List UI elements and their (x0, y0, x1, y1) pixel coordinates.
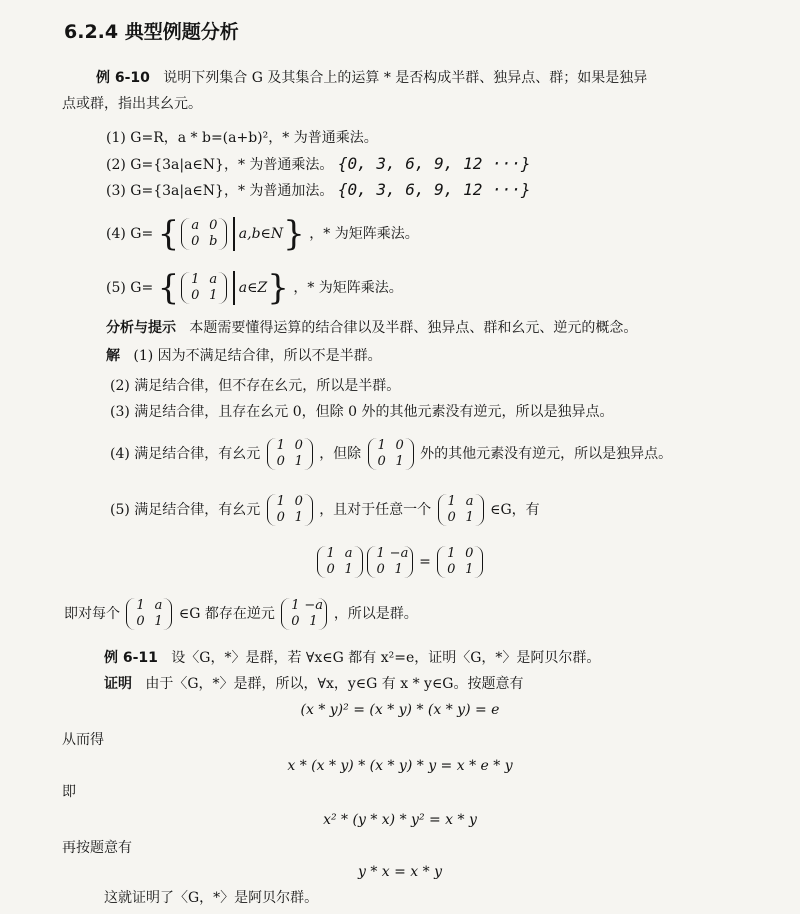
analysis-label: 分析与提示 (106, 320, 176, 336)
ex610-prompt-2: 点或群，指出其幺元。 (62, 96, 202, 112)
equation-2: x * (x * y) * (x * y) * y = x * e * y (287, 758, 513, 774)
solution-1 (106, 346, 382, 366)
ex610-item3-text: (3) G={3a|a∈N}，* 为普通加法。 (106, 183, 334, 199)
equation-4: y * x = x * y (357, 864, 443, 880)
ex610-item2 (106, 154, 531, 175)
identity-matrix: 1 0 0 1 (437, 546, 483, 578)
solution-4-b: ，但除 (319, 446, 362, 462)
set-builder-5 (158, 268, 289, 308)
inverse-equation (0, 540, 800, 584)
close-brace: } (267, 268, 289, 308)
set-builder-4 (158, 214, 305, 254)
ex610-item5 (106, 268, 403, 308)
ex610-prompt-1: 说明下列集合 G 及其集合上的运算 * 是否构成半群、独异点、群；如果是独异 (163, 70, 648, 86)
solution-5-a: (5) 满足结合律，有幺元 (110, 502, 261, 518)
ex611-label: 例 6-11 (104, 650, 158, 666)
matrix-1a01: 1 a 0 1 (181, 272, 227, 304)
close-brace: } (283, 214, 305, 254)
equation-1: (x * y)² = (x * y) * (x * y) = e (300, 702, 500, 718)
solution-label: 解 (106, 348, 120, 364)
solution-4-c: 外的其他元素没有逆元，所以是独异点。 (420, 446, 673, 462)
handwritten-note-2: {0, 3, 6, 9, 12 ···} (337, 154, 531, 173)
solution-4 (110, 434, 672, 474)
conclusion-line (64, 594, 418, 634)
section-title: 6.2.4 典型例题分析 (64, 21, 239, 43)
ex610-item3 (106, 180, 531, 201)
ji-text: 即 (62, 784, 76, 800)
solution-2: (2) 满足结合律，但不存在幺元，所以是半群。 (110, 378, 401, 394)
proof-line (104, 674, 524, 694)
item5-condition: a∈Z (238, 280, 268, 296)
again-text: 再按题意有 (62, 840, 132, 856)
solution-4-a: (4) 满足结合律，有幺元 (110, 446, 261, 462)
final-text: 这就证明了〈G，*〉是阿贝尔群。 (104, 890, 319, 906)
ex610-prompt-line1 (96, 68, 647, 88)
identity-matrix: 1 0 0 1 (267, 494, 313, 526)
analysis-text: 本题需要懂得运算的结合律以及半群、独异点、群和幺元、逆元的概念。 (189, 320, 638, 336)
ex611-prompt-line (104, 648, 600, 668)
equation-3: x² * (y * x) * y² = x * y (323, 812, 477, 828)
solution-1-text: (1) 因为不满足结合律，所以不是半群。 (133, 348, 382, 364)
item4-condition: a,b∈N (238, 226, 284, 242)
ex610-item4 (106, 214, 419, 254)
item4-prefix: (4) G= (106, 226, 154, 242)
conclusion-b: ∈G 都存在逆元 (178, 606, 275, 622)
equals-sign: = (419, 554, 431, 570)
from-text: 从而得 (62, 732, 104, 748)
solution-3: (3) 满足结合律，且存在幺元 0，但除 0 外的其他元素没有逆元，所以是独异点。 (110, 404, 614, 420)
analysis-line (106, 318, 637, 338)
matrix-inverse: 1 −a 0 1 (367, 546, 413, 578)
solution-5-b: ，且对于任意一个 (319, 502, 432, 518)
ex610-item2-text: (2) G={3a|a∈N}，* 为普通乘法。 (106, 157, 334, 173)
handwritten-note-3: {0, 3, 6, 9, 12 ···} (337, 180, 531, 199)
open-brace: { (157, 214, 180, 254)
proof-label: 证明 (104, 676, 132, 692)
solution-5-c: ∈G，有 (490, 502, 540, 518)
ex610-item1: (1) G=R，a * b=(a+b)²，* 为普通乘法。 (106, 130, 378, 146)
identity-matrix: 1 0 0 1 (267, 438, 313, 470)
matrix-inverse: 1 −a 0 1 (281, 598, 327, 630)
ex611-prompt: 设〈G，*〉是群，若 ∀x∈G 都有 x²=e，证明〈G，*〉是阿贝尔群。 (171, 650, 601, 666)
item5-prefix: (5) G= (106, 280, 154, 296)
item5-suffix: ，* 为矩阵乘法。 (293, 280, 403, 296)
conclusion-a: 即对每个 (64, 606, 120, 622)
item4-suffix: ，* 为矩阵乘法。 (309, 226, 419, 242)
matrix-1a01: 1 a 0 1 (438, 494, 484, 526)
solution-5 (110, 490, 540, 530)
matrix-1a01: 1 a 0 1 (317, 546, 363, 578)
identity-matrix: 1 0 0 1 (368, 438, 414, 470)
conclusion-c: ，所以是群。 (333, 606, 418, 622)
ex610-label: 例 6-10 (96, 70, 150, 86)
proof-text: 由于〈G，*〉是群，所以，∀x，y∈G 有 x * y∈G。按题意有 (145, 676, 524, 692)
open-brace: { (157, 268, 180, 308)
matrix-ab: a 0 0 b (181, 218, 227, 250)
matrix-1a01: 1 a 0 1 (126, 598, 172, 630)
